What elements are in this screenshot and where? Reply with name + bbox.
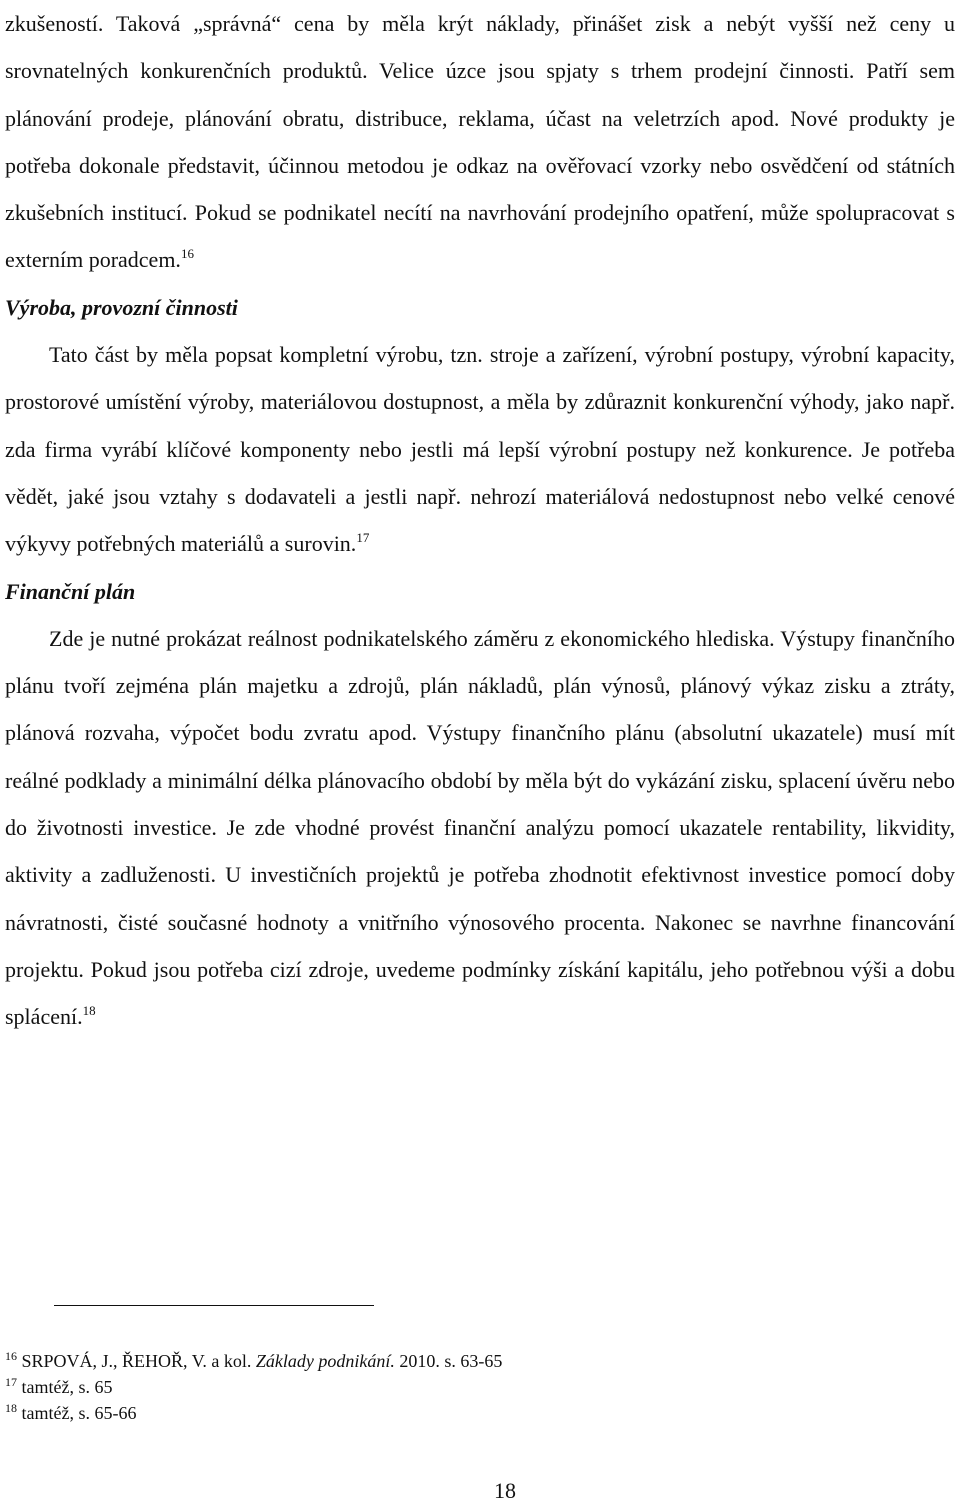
section-heading-financial-plan: Finanční plán <box>5 578 136 604</box>
footnote-title: Základy podnikání. <box>255 1351 395 1371</box>
footnote-18 <box>5 1400 905 1426</box>
footnote-reference: 18 <box>82 1003 96 1019</box>
footnote-separator <box>54 1305 374 1306</box>
page-number: 18 <box>494 1478 516 1503</box>
paragraph-text: zkušeností. Taková „správná“ cena by měla krýt náklady, přinášet zisk a nebýt vyšší než ceny u srovnatelných konkurenčních produktů. Velice úzce jsou spjaty s trhem prodejní činnosti. Patří sem plánování prodeje, plánování obratu, distribuce, reklama, účast na veletrzích apod. Nové produkty je potřeba dokonale představit, účinnou metodou je odkaz na ověřovací vzorky nebo osvědčení od státních zkušebních institucí. Pokud se podnikatel necítí na navrhování prodejního opatření, může spolupracovat s externím poradcem. <box>5 11 955 273</box>
footnote-number: 17 <box>5 1375 17 1389</box>
paragraph-pricing-sales <box>5 0 955 284</box>
section-heading-production: Výroba, provozní činnosti <box>5 294 238 320</box>
paragraph-production <box>5 331 955 567</box>
footnotes <box>5 1348 905 1426</box>
footnote-reference: 16 <box>180 246 194 262</box>
footnote-reference: 17 <box>356 530 370 546</box>
paragraph-text: Zde je nutné prokázat reálnost podnikatelského záměru z ekonomického hlediska. Výstupy finančního plánu tvoří zejména plán majetku a zdrojů, plán nákladů, plán výnosů, plánový výkaz zisku a ztráty, plánová rozvaha, výpočet bodu zvratu apod. Výstupy finančního plánu (absolutní ukazatele) musí mít reálné podklady a minimální délka plánovacího období by měla být do vykázání zisku, splacení úvěru nebo do životnosti investice. Je zde vhodné provést finanční analýzu pomocí ukazatele rentability, likvidity, aktivity a zadluženosti. U investičních projektů je potřeba zhodnotit efektivnost investice pomocí doby návratnosti, čisté současné hodnoty a vnitřního výnosového procenta. Nakonec se navrhne financování projektu. Pokud jsou potřeba cizí zdroje, uvedeme podmínky získání kapitálu, jeho potřebnou výši a dobu splácení. <box>5 625 955 1030</box>
footnote-17 <box>5 1374 905 1400</box>
paragraph-financial-plan <box>5 615 955 1041</box>
footnote-text: tamtéž, s. 65 <box>21 1377 113 1397</box>
footnote-16 <box>5 1348 905 1374</box>
footnote-number: 16 <box>5 1349 17 1363</box>
footnote-number: 18 <box>5 1401 17 1415</box>
footnote-text-tail: 2010. s. 63-65 <box>394 1351 503 1371</box>
document-page <box>5 0 955 1041</box>
footnote-text: SRPOVÁ, J., ŘEHOŘ, V. a kol. <box>21 1351 256 1371</box>
footnote-text: tamtéž, s. 65-66 <box>21 1403 137 1423</box>
paragraph-text: Tato část by měla popsat kompletní výrobu, tzn. stroje a zařízení, výrobní postupy, výrobní kapacity, prostorové umístění výroby, materiálovou dostupnost, a měla by zdůraznit konkurenční výhody, jako např. zda firma vyrábí klíčové komponenty nebo jestli má lepší výrobní postupy než konkurence. Je potřeba vědět, jaké jsou vztahy s dodavateli a jestli např. nehrozí materiálová nedostupnost nebo velké cenové výkyvy potřebných materiálů a surovin. <box>5 342 955 557</box>
